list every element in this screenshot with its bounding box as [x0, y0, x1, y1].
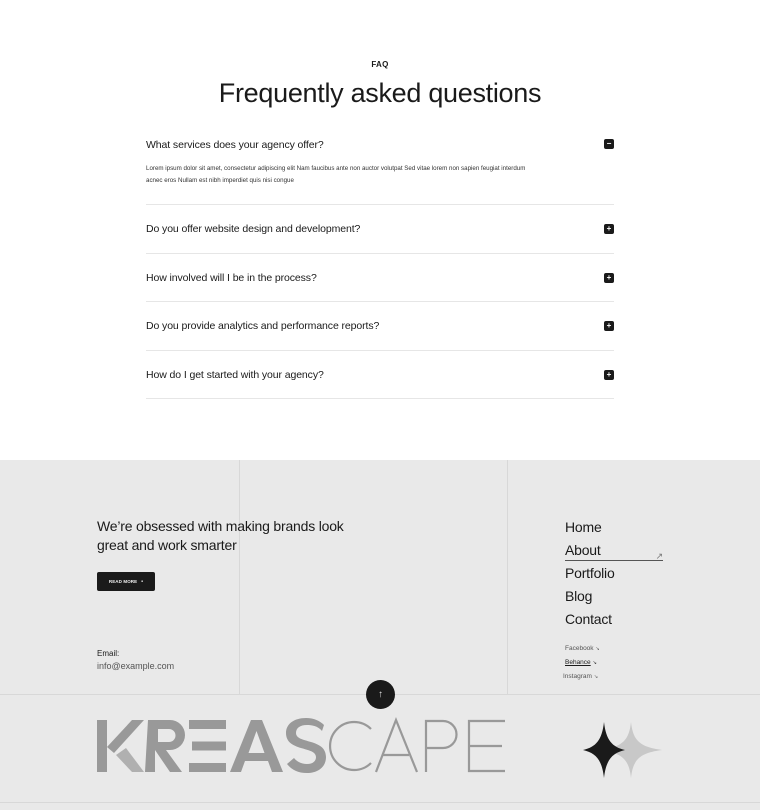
faq-answer: Lorem ipsum dolor sit amet, consectetur adipiscing elit Nam faucibus ante non auctor volutpat Sed vitae lorem non sapien feugiat interdum acnec eros Nullam est nibh imperdiet quis nisi congue	[146, 165, 526, 184]
read-more-label: READ MORE	[108, 579, 138, 584]
social-link-facebook[interactable]	[563, 642, 600, 656]
nav-item-about[interactable]	[565, 540, 663, 561]
nav-item-blog[interactable]	[565, 586, 663, 609]
sparkle-icon	[583, 722, 663, 778]
plus-icon[interactable]: +	[604, 370, 614, 380]
arrow-up-icon: ↑	[378, 689, 383, 700]
nav-label: Portfolio	[565, 565, 615, 581]
divider	[507, 460, 508, 694]
faq-item[interactable]	[146, 351, 614, 400]
nav-label: Home	[565, 519, 602, 535]
faq-eyebrow: FAQ	[371, 60, 389, 69]
divider	[0, 802, 760, 803]
brand-wordmark	[96, 717, 508, 775]
faq-question[interactable]: How involved will I be in the process?	[146, 271, 317, 284]
social-link-instagram[interactable]	[563, 670, 600, 684]
back-to-top-button[interactable]	[366, 680, 395, 709]
faq-question[interactable]: Do you provide analytics and performance reports?	[146, 320, 380, 332]
nav-item-portfolio[interactable]	[565, 563, 663, 586]
footer-nav	[565, 517, 663, 632]
plus-icon[interactable]: +	[604, 321, 614, 331]
faq-item[interactable]	[146, 254, 614, 303]
divider	[239, 460, 240, 694]
faq-list	[146, 132, 614, 399]
read-more-button[interactable]	[97, 572, 155, 591]
nav-item-home[interactable]	[565, 517, 663, 540]
social-label: Instagram	[563, 673, 592, 680]
arrow-down-right-icon: ↘	[592, 660, 597, 666]
social-label: Behance	[565, 659, 591, 666]
nav-item-contact[interactable]	[565, 609, 663, 632]
arrow-down-right-icon: ↘	[595, 646, 600, 652]
social-links	[563, 642, 600, 684]
faq-item[interactable]	[146, 205, 614, 254]
faq-title: Frequently asked questions	[218, 78, 542, 108]
minus-icon[interactable]: −	[604, 139, 614, 149]
arrow-up-right-icon: ↗	[655, 551, 663, 561]
faq-item[interactable]	[146, 302, 614, 351]
nav-label: Contact	[565, 611, 612, 627]
site-footer	[0, 460, 760, 810]
social-label: Facebook	[565, 645, 594, 652]
nav-label: About	[565, 542, 601, 558]
footer-tagline: We’re obsessed with making brands look great and work smarter	[97, 518, 344, 553]
dot-icon: •	[141, 578, 144, 585]
faq-question[interactable]: What services does your agency offer?	[146, 139, 324, 151]
social-link-behance[interactable]	[563, 656, 600, 670]
faq-item[interactable]	[146, 132, 614, 205]
email-link[interactable]: info@example.com	[97, 661, 175, 671]
nav-label: Blog	[565, 588, 593, 604]
faq-question[interactable]: Do you offer website design and development?	[146, 223, 361, 235]
faq-question[interactable]: How do I get started with your agency?	[146, 368, 324, 381]
email-label: Email:	[97, 649, 120, 658]
plus-icon[interactable]: +	[604, 273, 614, 283]
plus-icon[interactable]: +	[604, 224, 614, 234]
arrow-down-right-icon: ↘	[593, 674, 599, 680]
